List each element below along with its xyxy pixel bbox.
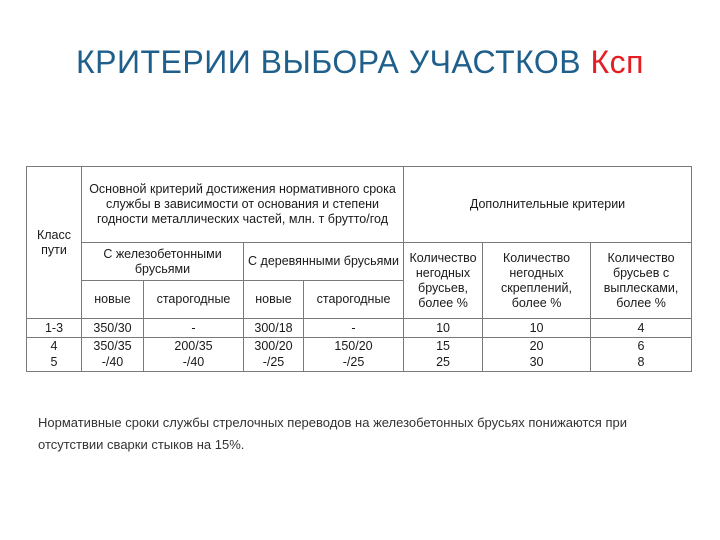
cell-concrete-new: 350/30 [82,319,144,338]
cell-wooden-used: -/25 [304,355,404,372]
cell-wooden-used: - [304,319,404,338]
header-additional-criteria: Дополнительные критерии [404,167,692,243]
cell-bad-fasteners: 10 [483,319,591,338]
cell-concrete-used: 200/35 [144,338,244,355]
header-wooden-ties: С деревянными брусьями [244,243,404,281]
cell-concrete-new: 350/35 [82,338,144,355]
cell-bad-ties: 15 [404,338,483,355]
cell-concrete-used: - [144,319,244,338]
cell-spalled-ties: 6 [591,338,692,355]
cell-concrete-used: -/40 [144,355,244,372]
table-row [27,355,692,372]
cell-bad-ties: 10 [404,319,483,338]
cell-wooden-new: 300/18 [244,319,304,338]
cell-bad-fasteners: 20 [483,338,591,355]
cell-wooden-new: 300/20 [244,338,304,355]
header-concrete-ties: С железобетонными брусьями [82,243,244,281]
header-wooden-used: старогодные [304,281,404,319]
cell-wooden-new: -/25 [244,355,304,372]
header-class: Класс пути [27,167,82,319]
header-main-criterion: Основной критерий достижения нормативного срока службы в зависимости от основания и степени годности металлических частей, млн. т брутто/год [82,167,404,243]
table-row [27,319,692,338]
header-concrete-new: новые [82,281,144,319]
cell-wooden-used: 150/20 [304,338,404,355]
header-wooden-new: новые [244,281,304,319]
criteria-table [26,166,692,372]
title-main: КРИТЕРИИ ВЫБОРА УЧАСТКОВ [75,44,582,80]
cell-class: 1-3 [27,319,82,338]
cell-spalled-ties: 8 [591,355,692,372]
header-concrete-used: старогодные [144,281,244,319]
header-spalled-ties: Количество брусьев с выплесками, более % [591,243,692,319]
title-accent: Ксп [590,44,644,80]
cell-concrete-new: -/40 [82,355,144,372]
table-row [27,338,692,355]
cell-bad-ties: 25 [404,355,483,372]
cell-class: 5 [27,355,82,372]
cell-spalled-ties: 4 [591,319,692,338]
cell-class: 4 [27,338,82,355]
header-bad-ties: Количество негодных брусьев, более % [404,243,483,319]
cell-bad-fasteners: 30 [483,355,591,372]
slide-title [0,44,720,81]
footnote: Нормативные сроки службы стрелочных переводов на железобетонных брусьях понижаются при отсутствии сварки стыков на 15%. [38,415,627,452]
header-bad-fasteners: Количество негодных скреплений, более % [483,243,591,319]
